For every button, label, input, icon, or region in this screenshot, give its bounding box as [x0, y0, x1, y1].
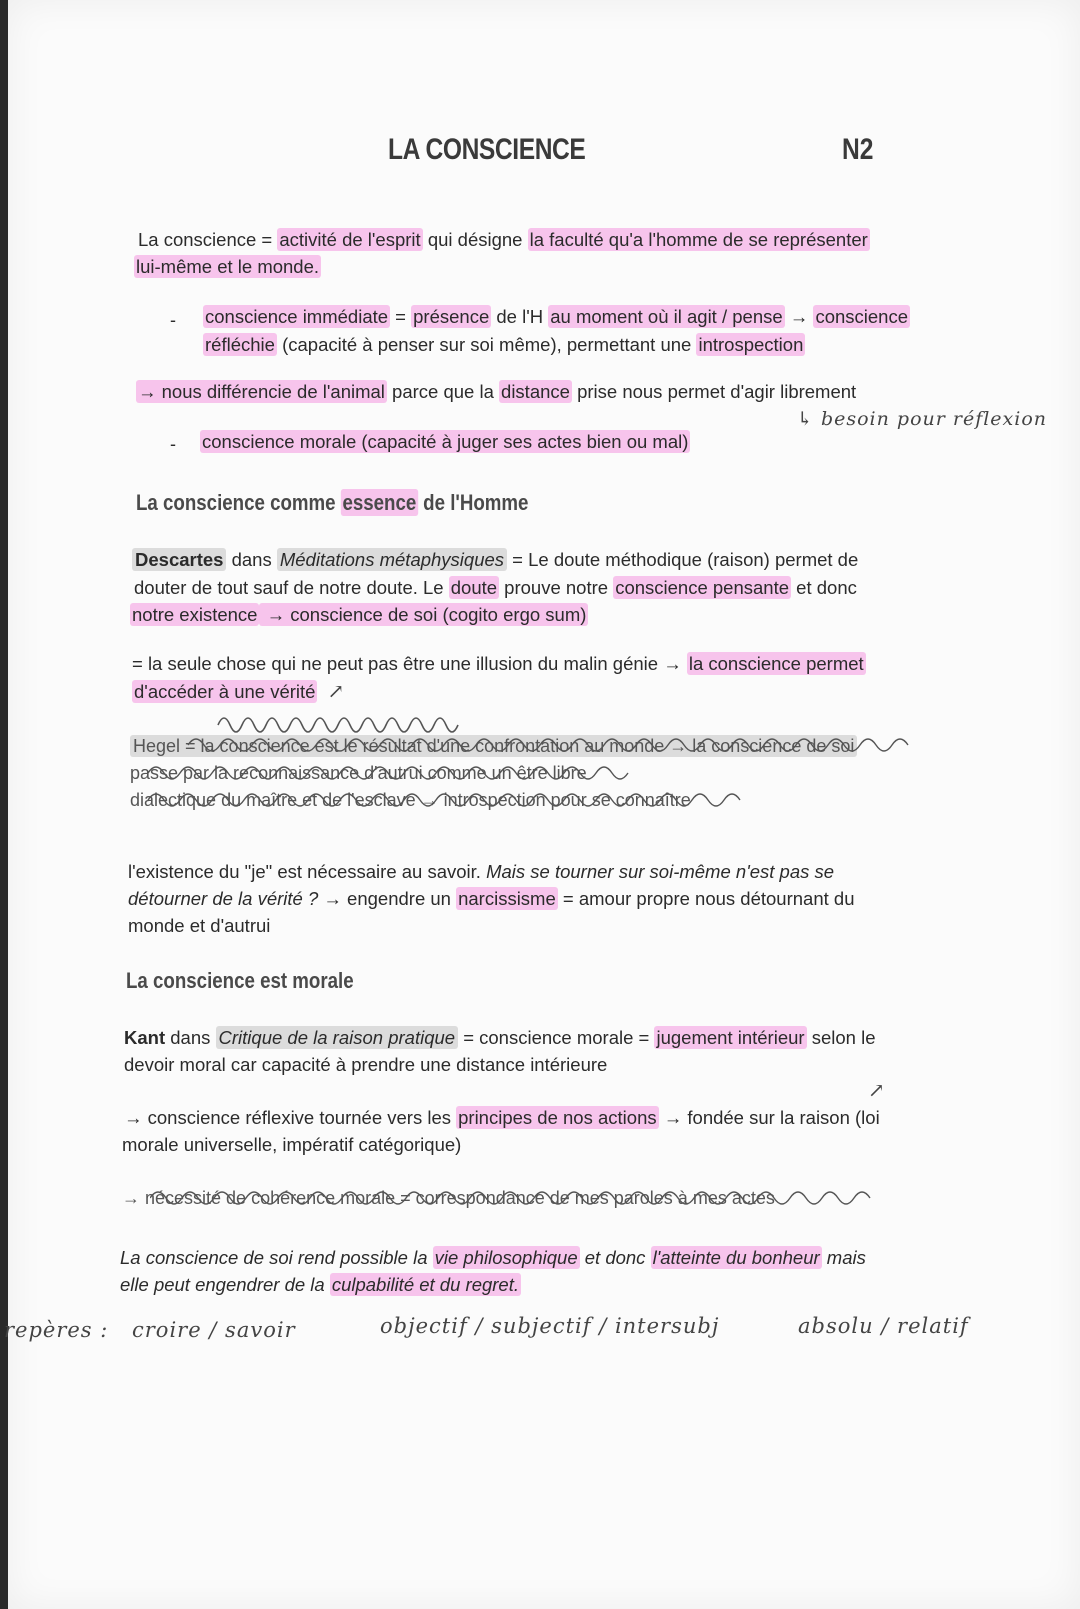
hegel-struck-line-2: passe par la reconnaissance d'autrui comme un être libre — [130, 763, 587, 783]
bullet-immediate-line-2: réfléchie (capacité à penser sur soi même), permettant une introspection — [205, 334, 804, 355]
hegel-struck-line-1: Hegel = la conscience est le résultat d'une confrontation au monde → la conscience de soi — [130, 733, 950, 760]
hegel-struck-line-3: dialectique du maître et de l'esclave → introspection pour se connaître — [130, 790, 691, 810]
section-heading-essence: La conscience comme essence de l'Homme — [136, 490, 529, 515]
bullet-immediate: conscience immédiate = présence de l'H au moment où il agit / pense → conscience — [205, 306, 908, 327]
existence-line-2: détourner de la vérité ? → engendre un narcissisme = amour propre nous détournant du — [128, 888, 855, 909]
intro-line-1: La conscience = activité de l'esprit qui désigne la faculté qu'a l'homme de se représenter — [138, 229, 868, 250]
descartes-line-1: Descartes dans Méditations métaphysiques = Le doute méthodique (raison) permet de — [132, 546, 952, 573]
bullet-dash-2: - — [170, 434, 176, 454]
genie-line-1: = la seule chose qui ne peut pas être une illusion du malin génie → la conscience permet — [132, 653, 864, 674]
bullet-morale: conscience morale (capacité à juger ses actes bien ou mal) — [202, 431, 689, 452]
reperes-label: repères : — [4, 1318, 109, 1342]
handwritten-arrow-mark: ↗ — [868, 1078, 886, 1102]
coherence-struck-line: → nécessité de cohérence morale = correspondance de mes paroles à mes actes — [122, 1188, 775, 1208]
handwritten-note-reflexion: ↳ besoin pour réflexion — [797, 408, 1048, 430]
intro-line-2: lui-même et le monde. — [136, 256, 320, 277]
genie-line-2: d'accéder à une vérité ↗ — [134, 679, 346, 703]
reperes-absolu-relatif: absolu / relatif — [798, 1314, 969, 1338]
descartes-line-2: douter de tout sauf de notre doute. Le doute prouve notre conscience pensante et donc — [134, 577, 857, 598]
reperes-croire-savoir: croire / savoir — [132, 1318, 296, 1342]
existence-line-3: monde et d'autrui — [128, 915, 271, 936]
page-title: LA CONSCIENCE — [388, 133, 586, 166]
reflexive-line-2: morale universelle, impératif catégorique) — [122, 1134, 462, 1155]
section-heading-morale: La conscience est morale — [126, 968, 354, 993]
descartes-line-3: notre existence → conscience de soi (cogito ergo sum) — [132, 604, 587, 625]
existence-line-1: l'existence du "je" est nécessaire au savoir. Mais se tourner sur soi-même n'est pas se — [128, 861, 835, 882]
conclusion-line-2: elle peut engendrer de la culpabilité et du regret. — [120, 1274, 519, 1295]
kant-line-1: Kant dans Critique de la raison pratique = conscience morale = jugement intérieur selon le — [124, 1027, 876, 1048]
kant-line-2: devoir moral car capacité à prendre une distance intérieure — [124, 1054, 608, 1075]
reperes-objectif-subjectif: objectif / subjectif / intersubj — [380, 1314, 720, 1338]
reflexive-line-1: → conscience réflexive tournée vers les principes de nos actions → fondée sur la raison (loi — [124, 1107, 880, 1128]
scribble-crossout — [128, 705, 958, 815]
scribble-crossout-coherence — [150, 1182, 890, 1216]
animal-difference-line: → nous différencie de l'animal parce que la distance prise nous permet d'agir librement — [138, 381, 857, 402]
conclusion-line-1: La conscience de soi rend possible la vie philosophique et donc l'atteinte du bonheur mais — [120, 1247, 866, 1268]
bullet-dash: - — [170, 310, 176, 330]
level-label: N2 — [842, 133, 874, 166]
